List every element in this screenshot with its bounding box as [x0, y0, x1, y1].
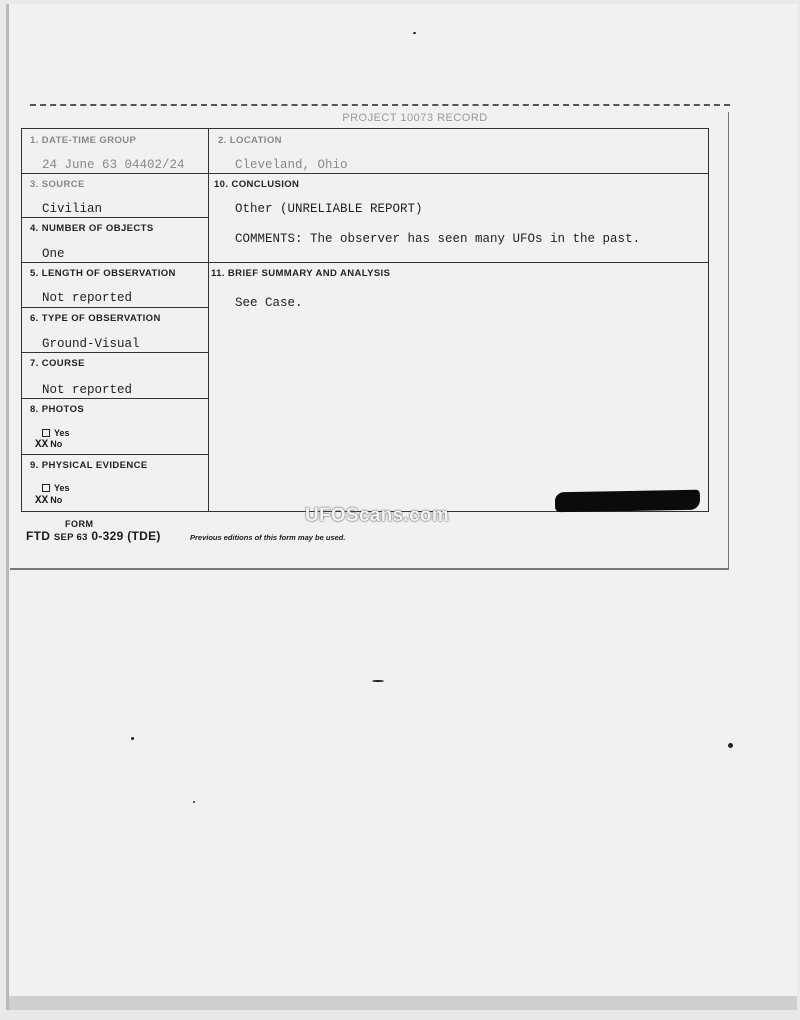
footer-form-number: 0-329 (TDE): [91, 529, 161, 543]
photos-no-label: No: [50, 439, 63, 449]
row-divider: [22, 262, 708, 263]
course-label: 7. COURSE: [30, 358, 85, 369]
physical-evidence-no-mark: XX: [35, 495, 49, 507]
scan-speck: [728, 743, 733, 748]
physical-evidence-no-option: [35, 495, 62, 507]
number-of-objects-label: 4. NUMBER OF OBJECTS: [30, 223, 154, 234]
conclusion-value: Other (UNRELIABLE REPORT): [235, 202, 423, 216]
course-value: Not reported: [42, 383, 133, 397]
footer-form-date: SEP 63: [53, 532, 88, 543]
header-rule: [30, 104, 730, 106]
number-of-objects-value: One: [42, 247, 65, 261]
column-divider: [208, 129, 209, 512]
photos-label: 8. PHOTOS: [30, 404, 85, 415]
watermark: UFOScans.com: [305, 505, 450, 526]
length-of-observation-value: Not reported: [42, 291, 133, 305]
row-divider: [22, 307, 208, 308]
conclusion-comments: COMMENTS: The observer has seen many UFOs in the past.: [235, 232, 641, 246]
row-divider: [22, 398, 208, 399]
footer-form-code: [26, 529, 161, 543]
location-label: 2. LOCATION: [218, 135, 282, 146]
summary-label: 11. BRIEF SUMMARY AND ANALYSIS: [211, 268, 391, 279]
physical-evidence-yes-checkbox: [42, 484, 50, 492]
row-divider: [22, 454, 208, 455]
conclusion-label: 10. CONCLUSION: [214, 179, 300, 190]
photos-yes-option: [42, 428, 70, 438]
physical-evidence-no-label: No: [50, 495, 63, 505]
photos-no-option: [35, 439, 62, 451]
scan-speck: [372, 680, 384, 682]
redaction-mark: [555, 490, 700, 513]
photos-yes-checkbox: [42, 429, 50, 437]
date-time-group-value: 24 June 63 04402/24: [42, 158, 185, 172]
physical-evidence-yes-option: [42, 483, 70, 493]
footer-note: Previous editions of this form may be used.: [190, 533, 346, 542]
summary-value: See Case.: [235, 296, 303, 310]
type-of-observation-value: Ground-Visual: [42, 337, 140, 351]
scan-speck: [131, 737, 134, 740]
row-divider: [22, 217, 208, 218]
record-form: [21, 128, 709, 512]
date-time-group-label: 1. DATE-TIME GROUP: [30, 135, 137, 146]
source-value: Civilian: [42, 202, 103, 216]
length-of-observation-label: 5. LENGTH OF OBSERVATION: [30, 268, 176, 279]
row-divider: [22, 173, 708, 174]
footer-form-word: FORM: [65, 519, 94, 529]
page-edge: [9, 996, 797, 1010]
type-of-observation-label: 6. TYPE OF OBSERVATION: [30, 313, 161, 324]
scan-speck: [193, 801, 195, 803]
row-divider: [22, 352, 208, 353]
form-title: PROJECT 10073 RECORD: [342, 112, 488, 124]
physical-evidence-yes-label: Yes: [54, 483, 70, 493]
photos-no-mark: XX: [35, 439, 49, 451]
physical-evidence-label: 9. PHYSICAL EVIDENCE: [30, 460, 148, 471]
source-label: 3. SOURCE: [30, 179, 85, 190]
footer-form-prefix: FTD: [26, 529, 51, 543]
scan-speck: [413, 32, 416, 34]
photos-yes-label: Yes: [54, 428, 70, 438]
location-value: Cleveland, Ohio: [235, 158, 348, 172]
